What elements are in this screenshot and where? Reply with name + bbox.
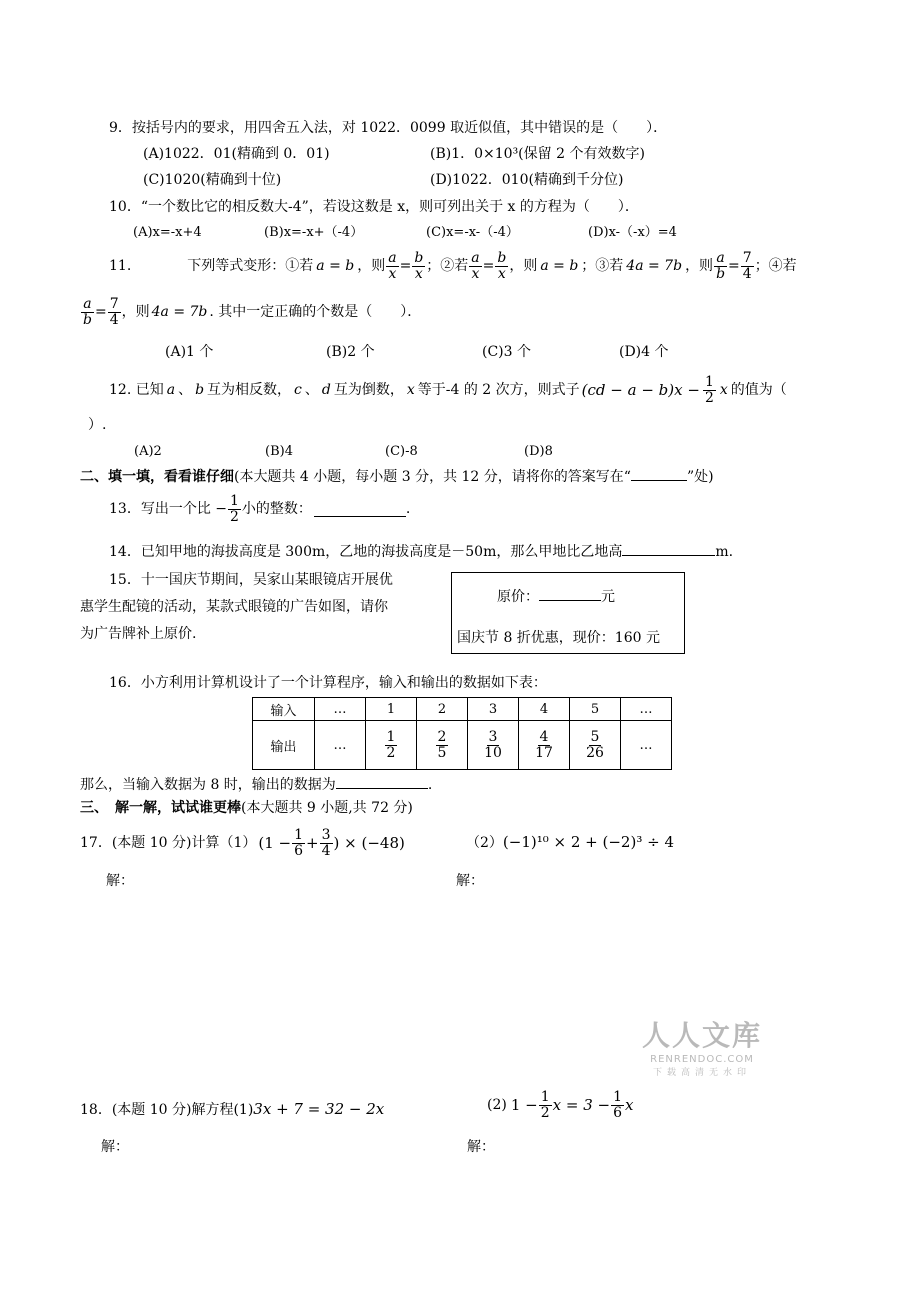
watermark-logo: 人人文库 RENRENDOC.COM 下载高清无水印 [641,1019,762,1078]
q12-t3: 等于-4 的 2 次方，则式子 [417,382,580,399]
q12-lead: 12. 已知 [109,382,164,399]
q12-t1: 互为相反数， [207,382,292,399]
q18-p2-label: (2) [487,1097,507,1114]
q12-var-d: d [321,382,331,399]
q9-stem: 9．按括号内的要求，用四舍五入法，对 1022．0099 取近似值，其中错误的是（ ）． [109,120,668,136]
q11-s2: ，则 [509,258,538,275]
q17-solution-label-1: 解： [106,873,134,889]
input-cell: 5 [570,698,621,721]
q12-var-x2: x [719,382,728,399]
q11-frac-b-x-2: $\frac{b}{x}$ [497,250,507,282]
q9-option-b: (B)1．0×10³(保留 2 个有效数字) [430,146,645,162]
q12-option-a: (A)2 [134,444,162,459]
ad-board [451,572,685,654]
output-ellipsis-left: … [315,721,366,770]
q11-number: 11. [109,258,132,275]
q15-line3: 为广告牌补上原价. [80,626,197,642]
section2-note: (本大题共 4 小题，每小题 3 分，共 12 分，请将你的答案写在“ [234,469,631,485]
q11-frac-a-x-2: $\frac{a}{x}$ [471,250,480,282]
q10-option-d: (D)x-（-x）=4 [588,225,677,240]
q13-post: 小的整数： [241,501,312,518]
q10-option-b: (B)x=-x+（-4） [264,225,364,240]
q13-pre: 13．写出一个比 − [109,501,227,518]
q16-answer-blank[interactable] [336,776,428,789]
output-cell: $\frac{4}{17}$ [519,721,570,770]
ad-current-price: 国庆节 8 折优惠，现价：160 元 [457,630,660,646]
q13 [109,494,410,524]
q12-stem [109,375,787,405]
q11-then: ，则 [357,258,386,275]
q11-s1: ；②若 [426,258,469,275]
q9-option-c: (C)1020(精确到十位) [143,172,282,188]
q17-expr2: (−1)¹⁰ × 2 + (−2)³ ÷ 4 [502,833,674,851]
q11-eq4: 4a = 7b [151,304,208,321]
q11-end: . 其中一定正确的个数是（ ）． [209,304,422,321]
ad-original-price [497,588,615,604]
q13-frac-half: $\frac{1}{2}$ [230,493,239,525]
q17-frac-1-6: $\frac{1}{6}$ [294,827,304,859]
q12-option-d: (D)8 [524,444,553,459]
q18-eq2c: x [625,1095,634,1114]
output-cell: $\frac{3}{10}$ [468,721,519,770]
q14-text: 14．已知甲地的海拔高度是 300m，乙地的海拔高度是－50m，那么甲地比乙地高 [109,544,623,560]
q11-frac-7-4-2: $\frac{7}{4}$ [109,296,119,328]
q11-option-c: (C)3 个 [482,344,531,360]
q12-sep1: 、 [178,382,193,399]
q18-lead: 18．(本题 10 分)解方程(1) [80,1102,254,1118]
q11-option-d: (D)4 个 [619,344,669,360]
q12-frac-half: $\frac{1}{2}$ [704,374,714,406]
q11-frac-a-x: $\frac{a}{x}$ [388,250,397,282]
q10-option-c: (C)x=-x-（-4） [426,225,519,240]
q11-option-a: (A)1 个 [165,344,214,360]
q12-expression: (cd − a − b)x − [581,380,700,399]
input-ellipsis-right: … [621,698,672,721]
q13-answer-blank[interactable] [314,502,406,517]
q18-part2 [487,1090,634,1120]
q12-var-a: a [166,382,176,399]
input-header: 输入 [253,698,315,721]
answer-blank-sample [631,468,687,481]
q18-part1 [80,1102,384,1117]
q11-eq2: a = b [540,258,579,275]
output-cell: $\frac{2}{5}$ [417,721,468,770]
q12-var-x: x [406,382,415,399]
section2-header [80,468,714,484]
section3-header [80,801,413,815]
q18-eq2b: x = 3 − [552,1095,611,1114]
section2-note-end: ”处) [686,469,714,485]
q18-frac-1-6: $\frac{1}{6}$ [613,1089,623,1121]
q10-option-a: (A)x=-x+4 [133,225,202,240]
q14-answer-blank[interactable] [622,543,715,556]
q12-var-b: b [195,382,205,399]
q17-expr-b: ) × (−48) [333,833,405,852]
q15-line1: 15．十一国庆节期间，吴家山某眼镜店开展优 [109,572,393,588]
q12-t4: 的值为（ [730,382,787,399]
section3-title: 三、 解一解，试试谁更棒 [80,800,241,816]
q11-eq1: a = b [316,258,355,275]
input-cell: 4 [519,698,570,721]
q11-s3: ；③若 [581,258,624,275]
q15-line2: 惠学生配镜的活动，某款式眼镜的广告如图，请你 [80,599,388,615]
q13-dot: . [405,501,411,518]
q14 [109,543,733,559]
q11-frac-b-x: $\frac{b}{x}$ [414,250,424,282]
q18-eq2a: 1 − [510,1095,538,1114]
input-row [253,698,672,721]
q11-option-b: (B)2 个 [326,344,375,360]
q17-lead: 17．(本题 10 分)计算（1） [80,835,257,852]
q17-solution-label-2: 解： [456,873,484,889]
ad-price-unit: 元 [601,589,615,605]
ad-price-blank[interactable] [539,588,601,601]
q12-option-b: (B)4 [265,444,293,459]
section3-note: (本大题共 9 小题,共 72 分) [241,800,413,816]
q12-wrap: ）. [88,417,107,433]
q18-eq1: 3x + 7 = 32 − 2x [253,1100,385,1118]
q11-s5: ；④若 [754,258,797,275]
q14-unit: m. [715,544,734,560]
q12-var-c: c [294,382,302,399]
q16-dot: . [427,777,433,793]
q9-option-d: (D)1022．010(精确到千分位) [430,172,624,188]
output-header: 输出 [253,721,315,770]
q11-frac-7-4: $\frac{7}{4}$ [742,250,752,282]
q16-tail [80,776,432,792]
q18-solution-label-2: 解： [467,1139,495,1155]
output-row [253,721,672,770]
q17-p2-label: （2） [466,835,503,851]
q11-frac-a-b: $\frac{a}{b}$ [716,250,726,282]
q17-expr-a: (1 − [258,833,292,852]
output-cell: $\frac{5}{26}$ [570,721,621,770]
q11-intro: 下列等式变形：①若 [187,258,314,275]
q17-part1 [80,828,405,858]
ad-price-label: 原价： [497,589,539,605]
q11-line1: 11. 下列等式变形：①若 a = b ，则 $\frac{a}{x}$ = $\frac{b}{x}$ ；②若 $\frac{a}{x}$ = $\frac{b}{x}$ ，则 a = b ；③若 4a = 7b ，则 $\frac{a}{b}$ = $\frac{7}{4}$ ；④若 [109,250,797,282]
q11-tail: ，则 [121,304,150,321]
output-ellipsis-right: … [621,721,672,770]
input-ellipsis-left: … [315,698,366,721]
q9-option-a: (A)1022．01(精确到 0．01) [143,146,330,162]
q16-tail-text: 那么，当输入数据为 8 时，输出的数据为 [80,777,336,793]
q18-solution-label-1: 解： [101,1139,129,1155]
input-cell: 2 [417,698,468,721]
q12-sep2: 、 [304,382,319,399]
q11-frac-a-b-2: $\frac{a}{b}$ [83,296,92,328]
q12-t2: 互为倒数， [333,382,404,399]
q17-frac-3-4: $\frac{3}{4}$ [321,827,331,859]
output-cell: $\frac{1}{2}$ [366,721,417,770]
io-table [252,697,672,770]
q17-part2 [466,835,674,850]
q11-s4: ，则 [685,258,714,275]
q17-plus: + [306,833,319,852]
q18-frac-1-2: $\frac{1}{2}$ [540,1089,550,1121]
input-cell: 3 [468,698,519,721]
q10-stem: 10．“一个数比它的相反数大-4”，若设这数是 x，则可列出关于 x 的方程为（ ）． [109,199,639,215]
input-cell: 1 [366,698,417,721]
q11-eq3: 4a = 7b [626,258,683,275]
q11-line2: $\frac{a}{b}$ = $\frac{7}{4}$ ，则 4a = 7b . 其中一定正确的个数是（ ）． [83,296,422,328]
q12-option-c: (C)-8 [385,444,418,459]
q16-intro: 16．小方利用计算机设计了一个计算程序，输入和输出的数据如下表： [109,675,547,691]
section2-title: 二、填一填，看看谁仔细 [80,469,234,485]
